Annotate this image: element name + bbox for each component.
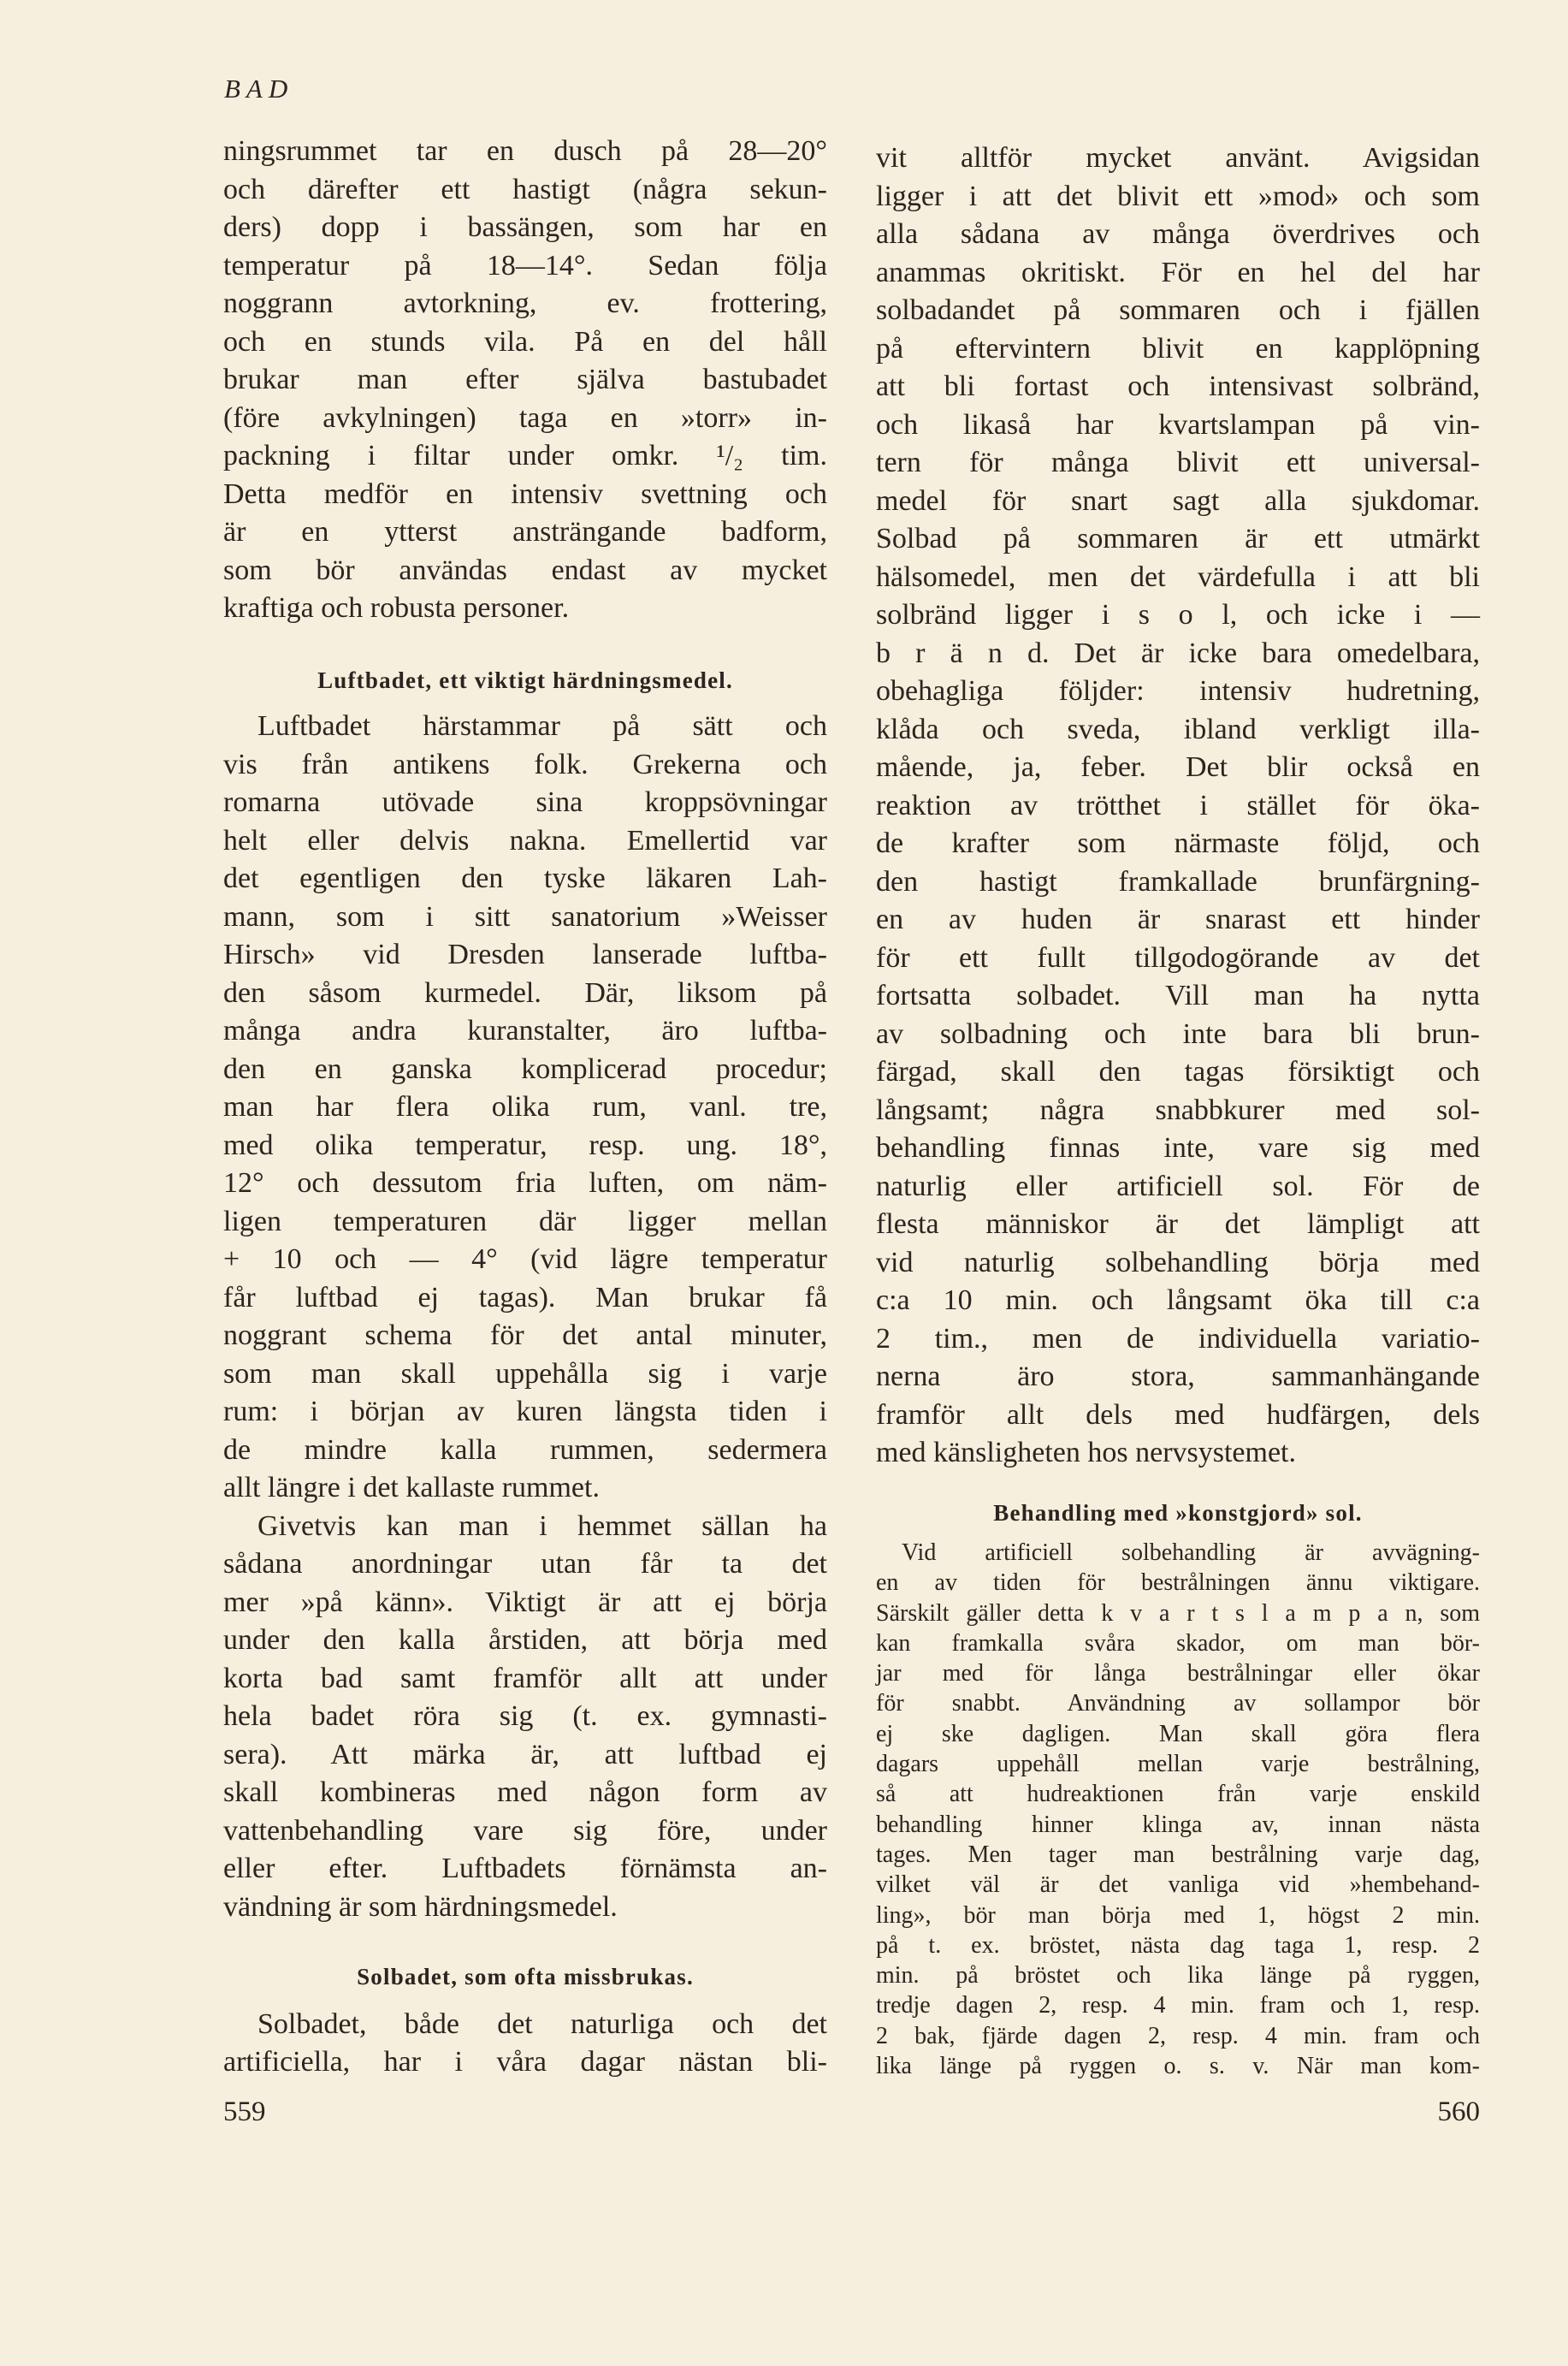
text-line: packning i filtar under omkr. ¹/₂ tim.	[223, 440, 827, 471]
text-line: långsamt; några snabbkurer med sol-	[876, 1094, 1480, 1126]
text-line: allt längre i det kallaste rummet.	[223, 1472, 600, 1503]
text-line: 2 tim., men de individuella variatio-	[876, 1322, 1480, 1355]
text-line: den såsom kurmedel. Där, liksom på	[223, 976, 827, 1009]
text-line: en av huden är snarast ett hinder	[876, 904, 1480, 935]
right-column	[876, 139, 1480, 2081]
text-line: många andra kuranstalter, äro luftba-	[223, 1015, 827, 1047]
text-line: Solbadet, både det naturliga och det	[257, 2007, 827, 2040]
paragraph	[876, 139, 1480, 1473]
text-line: medel för snart sagt alla sjukdomar.	[876, 484, 1480, 517]
paragraph	[223, 708, 827, 1508]
text-line: solbränd ligger i s o l, och icke i —	[876, 599, 1480, 631]
text-line: man har flera olika rum, vanl. tre,	[223, 1091, 827, 1123]
text-line: och därefter ett hastigt (några sekun-	[223, 173, 827, 205]
text-line: med känsligheten hos nervsystemet.	[876, 1437, 1297, 1468]
text-line: på eftervintern blivit en kapplöpning	[876, 332, 1480, 365]
text-line: dagars uppehåll mellan varje bestrålning,	[876, 1751, 1480, 1778]
text-line: vid naturlig solbehandling börja med	[876, 1246, 1480, 1278]
text-line: på t. ex. bröstet, nästa dag taga 1, resp. 2	[876, 1931, 1480, 1959]
text-line: en av tiden för bestrålningen ännu viktigare.	[876, 1569, 1480, 1597]
text-line: vis från antikens folk. Grekerna och	[223, 748, 827, 780]
text-line: det egentligen den tyske läkaren Lah-	[223, 863, 827, 894]
text-line: korta bad samt framför allt att under	[223, 1662, 827, 1694]
paragraph	[223, 133, 827, 628]
text-line: behandling finnas inte, vare sig med	[876, 1132, 1480, 1164]
text-line: ligger i att det blivit ett »mod» och som	[876, 180, 1480, 212]
text-line: (före avkylningen) taga en »torr» in-	[223, 401, 827, 434]
text-line: och en stunds vila. På en del håll	[223, 325, 827, 358]
text-line: kraftiga och robusta personer.	[223, 592, 570, 624]
text-line: mående, ja, feber. Det blir också en	[876, 751, 1480, 783]
text-line: för snabbt. Användning av sollampor bör	[876, 1690, 1480, 1717]
text-line: tages. Men tager man bestrålning varje dag,	[876, 1841, 1480, 1868]
text-line: tern för många blivit ett universal-	[876, 447, 1480, 478]
page-number-left: 559	[223, 2096, 266, 2127]
text-line: vit alltför mycket använt. Avigsidan	[876, 142, 1480, 174]
text-line: anammas okritiskt. För en hel del har	[876, 256, 1480, 288]
text-line: vattenbehandling vare sig före, under	[223, 1814, 827, 1847]
text-line: som bör användas endast av mycket	[223, 554, 827, 586]
text-line: för ett fullt tillgodogörande av det	[876, 941, 1480, 974]
text-line: Vid artificiell solbehandling är avvägning-	[902, 1539, 1480, 1566]
text-line: 12° och dessutom fria luften, om näm-	[223, 1167, 827, 1199]
text-line: flesta människor är det lämpligt att	[876, 1208, 1480, 1240]
text-line: av solbadning och inte bara bli brun-	[876, 1017, 1480, 1050]
text-line: och likaså har kvartslampan på vin-	[876, 408, 1480, 441]
text-line: Solbad på sommaren är ett utmärkt	[876, 523, 1480, 554]
text-line: ligen temperaturen där ligger mellan	[223, 1205, 827, 1237]
text-line: romarna utövade sina kroppsövningar	[223, 786, 827, 818]
text-line: är en ytterst ansträngande badform,	[223, 516, 827, 548]
text-line: 2 bak, fjärde dagen 2, resp. 4 min. fram och	[876, 2022, 1480, 2049]
text-line: min. på bröstet och lika länge på ryggen,	[876, 1962, 1480, 1989]
text-line: under den kalla årstiden, att börja med	[223, 1624, 827, 1656]
text-line: skall kombineras med någon form av	[223, 1776, 827, 1808]
text-line: naturlig eller artificiell sol. För de	[876, 1170, 1480, 1202]
text-line: ders) dopp i bassängen, som har en	[223, 211, 827, 243]
text-line: ej ske dagligen. Man skall göra flera	[876, 1720, 1480, 1747]
text-line: får luftbad ej tagas). Man brukar få	[223, 1281, 827, 1313]
text-line: färgad, skall den tagas försiktigt och	[876, 1056, 1480, 1088]
paragraph	[223, 2006, 827, 2082]
text-line: noggrant schema för det antal minuter,	[223, 1319, 827, 1351]
text-line: behandling hinner klinga av, innan nästa	[876, 1811, 1480, 1838]
section-heading: Behandling med »konstgjord» sol.	[993, 1499, 1363, 1526]
text-line: Luftbadet härstammar på sätt och	[257, 710, 827, 742]
text-line: + 10 och — 4° (vid lägre temperatur	[223, 1243, 827, 1275]
text-line: temperatur på 18—14°. Sedan följa	[223, 249, 827, 282]
text-line: den en ganska komplicerad procedur;	[223, 1053, 827, 1085]
text-line: som man skall uppehålla sig i varje	[223, 1357, 827, 1390]
text-line: Hirsch» vid Dresden lanserade luftba-	[223, 939, 827, 970]
paragraph	[223, 1508, 827, 1927]
text-line: sera). Att märka är, att luftbad ej	[223, 1738, 827, 1770]
text-line: sådana anordningar utan får ta det	[223, 1548, 827, 1580]
text-line: artificiella, har i våra dagar nästan bli-	[223, 2046, 827, 2078]
text-line: klåda och sveda, ibland verkligt illa-	[876, 713, 1480, 745]
text-line: noggrann avtorkning, ev. frottering,	[223, 288, 827, 319]
text-line: kan framkalla svåra skador, om man bör-	[876, 1629, 1480, 1657]
text-line: Givetvis kan man i hemmet sällan ha	[257, 1509, 827, 1542]
text-line: framför allt dels med hudfärgen, dels	[876, 1398, 1480, 1431]
section-heading: Luftbadet, ett viktigt härdningsmedel.	[317, 667, 733, 693]
text-line: alla sådana av många överdrives och	[876, 218, 1480, 250]
text-line: fortsatta solbadet. Vill man ha nytta	[876, 980, 1480, 1011]
text-line: helt eller delvis nakna. Emellertid var	[223, 824, 827, 857]
text-line: tredje dagen 2, resp. 4 min. fram och 1, resp.	[876, 1992, 1480, 2019]
text-line: lika länge på ryggen o. s. v. När man kom-	[876, 2053, 1480, 2080]
text-line: b r ä n d. Det är icke bara omedelbara,	[876, 637, 1480, 669]
text-line: reaktion av trötthet i stället för öka-	[876, 789, 1480, 821]
text-line: den hastigt framkallade brunfärgning-	[876, 865, 1480, 898]
text-line: de krafter som närmaste följd, och	[876, 827, 1480, 859]
text-line: vilket väl är det vanliga vid »hembehand-	[876, 1871, 1480, 1899]
text-line: rum: i början av kuren längsta tiden i	[223, 1396, 827, 1427]
running-head: BAD	[224, 74, 294, 104]
text-line: Särskilt gäller detta k v a r t s l a m p a n, som	[876, 1599, 1480, 1627]
page-number-right: 560	[1437, 2096, 1480, 2127]
text-line: ningsrummet tar en dusch på 28—20°	[223, 135, 827, 167]
paragraph	[876, 1538, 1480, 2081]
text-line: eller efter. Luftbadets förnämsta an-	[223, 1853, 827, 1884]
text-line: solbadandet på sommaren och i fjällen	[876, 294, 1480, 326]
text-line: obehagliga följder: intensiv hudretning,	[876, 675, 1480, 707]
text-line: mer »på känn». Viktigt är att ej börja	[223, 1586, 827, 1618]
text-line: brukar man efter själva bastubadet	[223, 364, 827, 395]
text-line: hälsomedel, men det värdefulla i att bli	[876, 560, 1480, 593]
text-line: ling», bör man börja med 1, högst 2 min.	[876, 1901, 1480, 1929]
text-line: nerna äro stora, sammanhängande	[876, 1361, 1480, 1392]
text-line: c:a 10 min. och långsamt öka till c:a	[876, 1284, 1480, 1316]
text-line: så att hudreaktionen från varje enskild	[876, 1781, 1480, 1808]
text-line: att bli fortast och intensivast solbränd,	[876, 371, 1480, 402]
text-line: de mindre kalla rummen, sedermera	[223, 1433, 827, 1466]
text-line: hela badet röra sig (t. ex. gymnasti-	[223, 1700, 827, 1732]
left-column	[223, 133, 827, 2082]
text-line: jar med för långa bestrålningar eller ökar	[876, 1660, 1480, 1687]
section-heading: Solbadet, som ofta missbrukas.	[357, 1964, 694, 1989]
text-line: vändning är som härdningsmedel.	[223, 1890, 618, 1923]
text-line: mann, som i sitt sanatorium »Weisser	[223, 900, 827, 933]
text-line: med olika temperatur, resp. ung. 18°,	[223, 1129, 827, 1161]
text-line: Detta medför en intensiv svettning och	[223, 477, 827, 510]
